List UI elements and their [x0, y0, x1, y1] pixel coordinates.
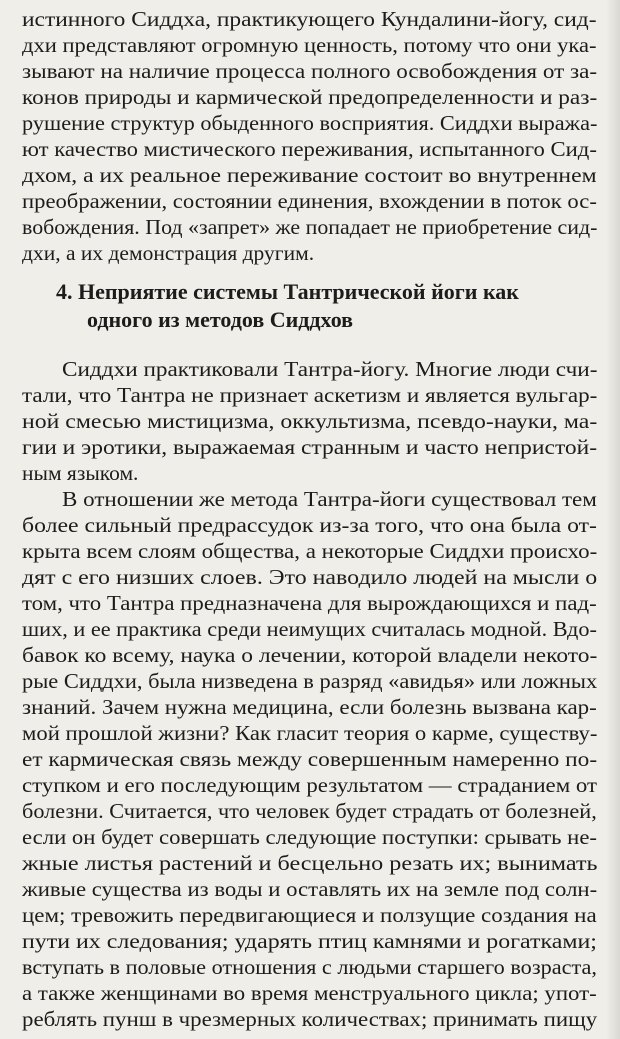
paragraph-2-line: тали, что Тантра не признает аскетизм и является вульгар- — [22, 383, 598, 407]
paragraph-top-line: зывают на наличие процесса полного освобождения от за- — [22, 59, 598, 83]
paragraph-3-line: живые существа из воды и оставлять их на земле под солн- — [22, 877, 598, 901]
paragraph-3-line: ших, и ее практика среди неимущих считалась модной. Вдо- — [22, 617, 597, 641]
paragraph-3-line: если он будет совершать следующие поступки: срывать не- — [22, 825, 597, 849]
paragraph-top-line: преображении, состоянии единения, вхождении в поток ос- — [22, 189, 597, 213]
paragraph-top-line: дхом, а их реальное переживание состоит во внутреннем — [22, 163, 597, 187]
paragraph-3-line: бавок ко всему, наука о лечении, которой владели некото- — [22, 643, 598, 667]
paragraph-3-line: цем; тревожить передвигающиеся и ползущие создания на — [22, 903, 597, 927]
paragraph-3-line: ступком и его последующим результатом — страданием от — [22, 773, 597, 797]
paragraph-top-line: конов природы и кармической предопределенности и раз- — [22, 85, 598, 109]
paragraph-3-line: реблять пунш в чрезмерных количествах; принимать пищу — [22, 1007, 598, 1031]
paragraph-3-line: ет кармическая связь между совершенным намеренно по- — [22, 747, 598, 771]
paragraph-top-line: ют качество мистического переживания, испытанного Сид- — [22, 137, 597, 161]
page-edge-shadow — [606, 0, 620, 1039]
paragraph-3-line: том, что Тантра предназначена для вырождающихся и пад- — [22, 591, 597, 615]
paragraph-3-line: вступать в половые отношения с людьми старшего возраста, — [22, 955, 597, 979]
paragraph-3-line: болезни. Считается, что человек будет страдать от болезней, — [22, 799, 597, 823]
section-heading-line: одного из методов Сиддхов — [87, 307, 354, 332]
paragraph-2-line: ной смесью мистицизма, оккультизма, псевдо-науки, ма- — [22, 409, 598, 433]
paragraph-3-line: жные листья растений и бесцельно резать их; вынимать — [22, 851, 598, 875]
paragraph-top-line: истинного Сиддха, практикующего Кундалини-йогу, сид- — [22, 7, 597, 31]
paragraph-top-line: рушение структур обыденного восприятия. Сиддхи выража- — [22, 111, 598, 135]
paragraph-3-line: более сильный предрассудок из-за того, что она была от- — [22, 513, 597, 537]
paragraph-2-line: гии и эротики, выражаемая странным и часто непристой- — [22, 435, 598, 459]
paragraph-3-line: мой прошлой жизни? Как гласит теория о карме, существу- — [22, 721, 598, 745]
paragraph-3-line: а также женщинами во время менструального цикла; упот- — [22, 981, 597, 1005]
paragraph-3-line: знаний. Зачем нужна медицина, если болезнь вызвана кар- — [22, 695, 597, 719]
paragraph-2-line: Сиддхи практиковали Тантра-йогу. Многие люди счи- — [62, 357, 598, 381]
paragraph-3-line: пути их следования; ударять птиц камнями и рогатками; — [22, 929, 597, 953]
paragraph-3-line: В отношении же метода Тантра-йоги существовал тем — [62, 487, 597, 511]
paragraph-top-line: дхи представляют огромную ценность, потому что они ука- — [22, 33, 597, 57]
paragraph-top-line: дхи, а их демонстрация другим. — [22, 241, 315, 265]
section-heading-line: 4. Неприятие системы Тантрической йоги как — [56, 279, 519, 304]
paragraph-top-line: вобождения. Под «запрет» же попадает не приобретение сид- — [22, 215, 598, 239]
paragraph-2-line: ным языком. — [22, 461, 139, 485]
paragraph-3-line: рые Сиддхи, была низведена в разряд «авидья» или ложных — [22, 669, 598, 693]
paragraph-3-line: крыта всем слоям общества, а некоторые Сиддхи происхо- — [22, 539, 598, 563]
paragraph-3-line: дят с его низших слоев. Это наводило людей на мысли о — [22, 565, 598, 589]
